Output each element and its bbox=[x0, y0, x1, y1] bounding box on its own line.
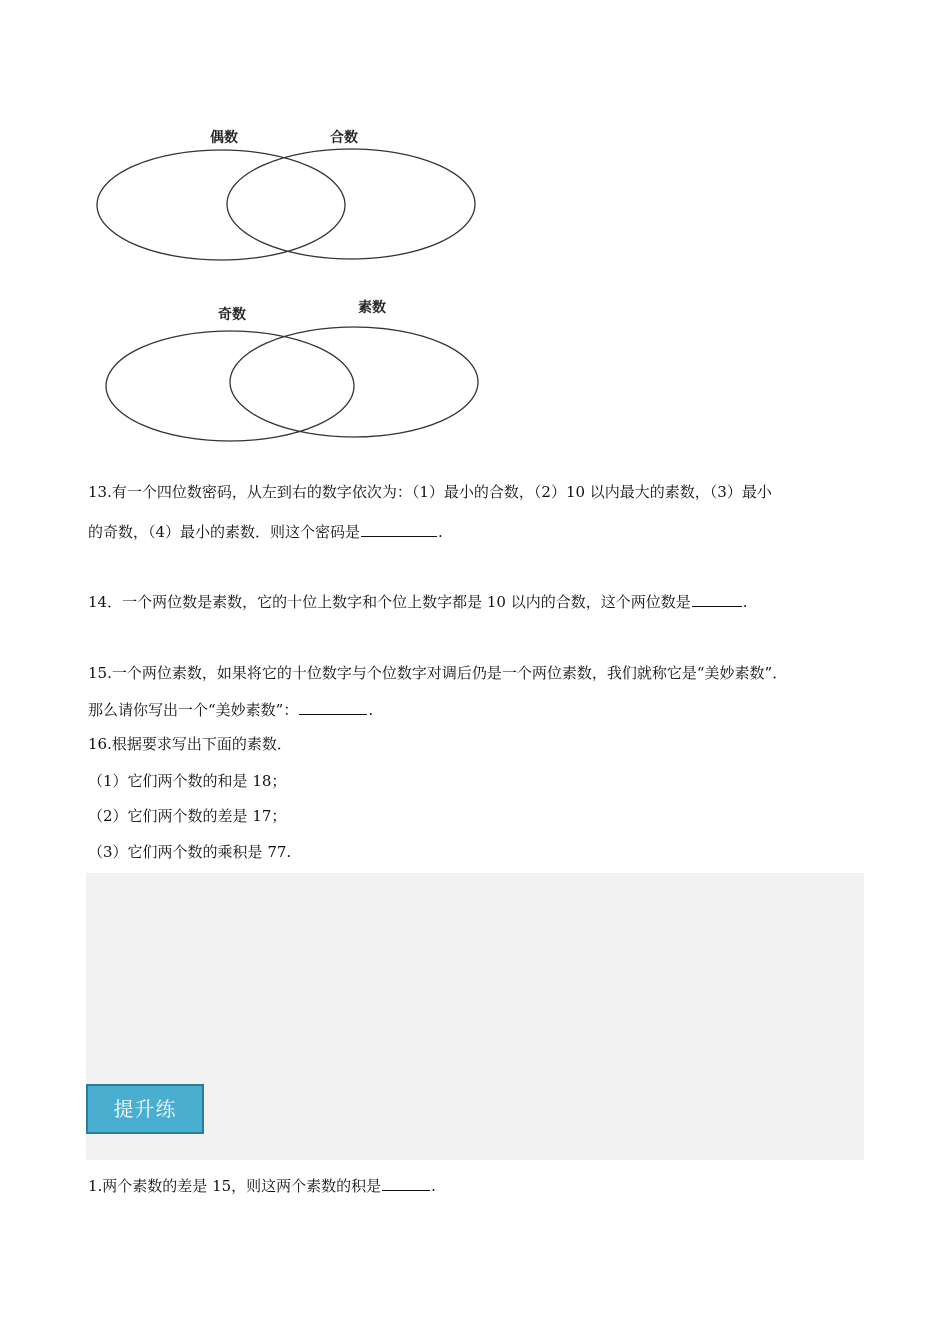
venn-diagram-odd-prime bbox=[90, 295, 490, 445]
p1-end: . bbox=[431, 1177, 436, 1195]
q13-line2-end: . bbox=[438, 523, 443, 541]
q16-item-2: （2）它们两个数的差是 17； bbox=[88, 807, 287, 825]
q15-line2-text: 那么请你写出一个“美妙素数”： bbox=[88, 701, 299, 719]
p1-answer-blank[interactable] bbox=[382, 1176, 430, 1191]
q14-text: 14．一个两位数是素数，它的十位上数字和个位上数字都是 10 以内的合数，这个两位数是 bbox=[88, 593, 691, 611]
q15-answer-blank[interactable] bbox=[299, 700, 367, 715]
venn-label-prime: 素数 bbox=[358, 300, 386, 316]
venn-label-odd: 奇数 bbox=[218, 307, 246, 323]
q15-line2-end: . bbox=[368, 701, 374, 719]
venn-diagram-even-composite bbox=[90, 120, 490, 270]
venn-circle-composite bbox=[227, 149, 475, 259]
q13-line2 bbox=[88, 522, 443, 542]
venn-label-even: 偶数 bbox=[210, 130, 238, 146]
q14-answer-blank[interactable] bbox=[692, 592, 742, 607]
q16-item-3: （3）它们两个数的乘积是 77. bbox=[88, 843, 292, 861]
p1-line bbox=[88, 1176, 436, 1196]
q16-item-1: （1）它们两个数的和是 18； bbox=[88, 772, 287, 790]
q15-line2 bbox=[88, 700, 373, 720]
venn-circle-even bbox=[97, 150, 345, 260]
p1-text: 1.两个素数的差是 15，则这两个素数的积是 bbox=[88, 1177, 382, 1195]
q15-line1: 15.一个两位素数，如果将它的十位数字与个位数字对调后仍是一个两位素数，我们就称它是“美妙素数”． bbox=[88, 664, 788, 682]
q13-line2-text: 的奇数，（4）最小的素数．则这个密码是 bbox=[88, 523, 361, 541]
q13-answer-blank[interactable] bbox=[361, 522, 437, 537]
q14-end: . bbox=[742, 593, 748, 611]
q16-title: 16.根据要求写出下面的素数． bbox=[88, 735, 292, 753]
venn-label-composite: 合数 bbox=[330, 130, 358, 146]
q14-line bbox=[88, 592, 748, 612]
section-badge-tisheng: 提升练 bbox=[86, 1084, 204, 1134]
q13-line1: 13.有一个四位数密码，从左到右的数字依次为：（1）最小的合数，（2）10 以内最大的素数，（3）最小 bbox=[88, 483, 772, 501]
